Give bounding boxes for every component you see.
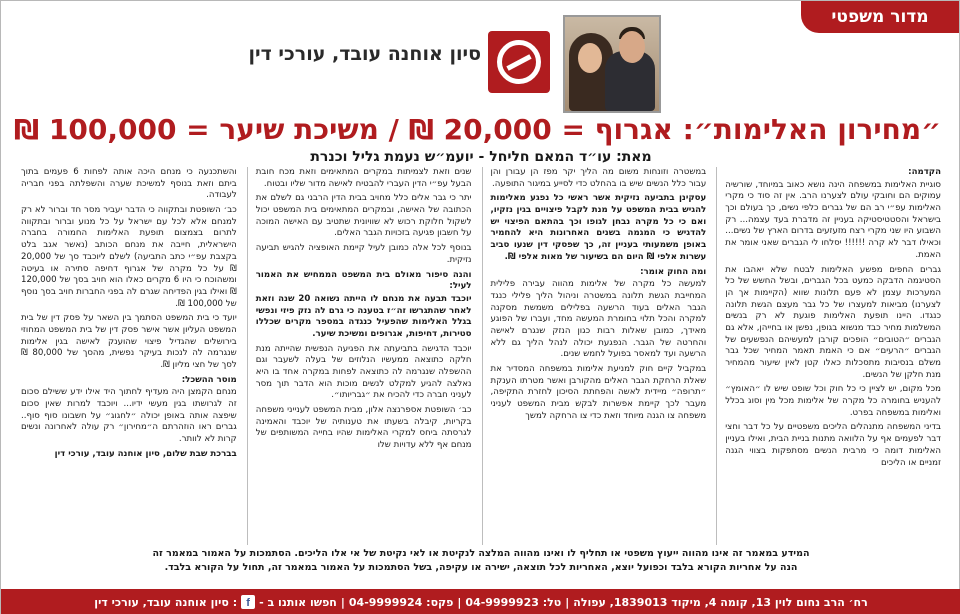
paragraph-text: יוכבד הדגישה בתביעתה את הפגיעה הנפשית שהייתה מנת חלקה כתוצאה ממעשיו הנלוזים של בעלה לשעבר וגם ההשפלה שנגרמה לה כתוצאה לפחות במקרה אחד בו היא נאלצה להגיע למקלט לנשים מוכות הוא הדבר תוך מסר לעניני חברה כדי להכיח את ״גבריותו״. [255, 343, 472, 401]
paragraph [491, 364, 707, 422]
article-column-4 [21, 167, 237, 545]
firm-name: סיון אוחנה עובד, עורכי דין [248, 43, 481, 65]
disclaimer-line: הנה על אחריות הקורא בלבד וכפועל יוצא, האחריות לכל תוצאה, ישירה או עקיפה, בשל הסתמכות על האמור במאמר זה, תחול על הקורא בלבד. [164, 561, 798, 573]
lawyers-photo [563, 15, 661, 113]
paragraph-text: שנים וזאת לצמיתות במקרים המתאימים וזאת מכח חובת הבעל עפ״י הדין העברי להבטיח לאישה מדור שליו ובטוח. [255, 167, 472, 189]
paragraph-text: בנוסף לכל אלה כמובן לעיל קיימת האופציה להגיש תביעה נזיקית. [255, 243, 472, 265]
paragraph-heading: מוסר ההשכל: [181, 374, 237, 385]
footer-separator: | [565, 595, 570, 609]
paragraph-text: והשתכנעה כי מנחם היכה אותה לפחות 6 פעמים בתוך ביתם וזאת בנוסף למשיכת שערה והשפלתה בפני חבריה לעבודה. [21, 167, 237, 201]
footer-bar [1, 589, 960, 614]
lawyer-face-right [619, 31, 645, 63]
paragraph-text: במשטרה וזונחות משום מה הליך יקר מפז הן עבורן והן עבור כלל הנשים שיש בו בהחלט כדי לסייע במיגור התופעה. [490, 167, 707, 189]
footer-firm-name: : סיון אוחנה עובד, עורכי דין [94, 595, 238, 609]
paragraph-text: מנחם הקמצן היה מעדיף לחתוך היד אילו ידע ששילם סכום זה לגרושתו בגין מעשי ידיו... ויוכבד למרות שאין סכום שיפצה אותה באופן יכולה ״לחגוג״ על חשבונו סוף סוף.. גברים ראו הוזהרתם ה״מחירון״ רק עולה לאחרונה ונשים קרות לא לוותר. [21, 387, 237, 445]
paragraph [725, 422, 941, 469]
paragraph-heading: והנה סיפור מאולם בית המשפט הממחיש את האמור לעיל: [255, 269, 472, 292]
paragraph-heading: הקדמה: [908, 167, 941, 177]
paragraph [491, 193, 707, 263]
paragraph-text-bold: עסקינן בתביעה נזיקית אשר ראשי כל נפגע מאלימות להגיש בבית המשפט על מנת לקבל פיצויים בגין נזקיו, ואם כי כל מקרה נבחן לגופו וכך בהתאם הפיצוי יש להדגיש כי המגמה בשנים האחרונות היא להחמיר באופן משמעותי בעניין זה, כך שפסקי דין שנעו סביב עשרות אלפי ₪ היום הם בשיעור של מאות אלפי ₪. [490, 193, 707, 262]
paragraph [256, 167, 472, 190]
paragraph-text: כב׳ השופטת אספרנצה אלון, מבית המשפט לענייני משפחה בקריות, קיבלה בשעתו את טענותיה של יוכבד והאמינה לגרסתה ביחס למקרי האלימות שהיו בחייה המשותפים של מנחם אף ללא עדויות שלו [255, 405, 472, 451]
paragraph-text: במקביל קיים חוק למניעת אלימות במשפחה המסדיר את שאלת הרחקת הגבר האלים מהקורבן ואשר מטרתו הענקת ״תרופה״ מיידית לאשה והפחתת הסיכון לחזרת התקיפה, מעבר לכך קיימת אפשרות לבקש מבית המשפט לעניני משפחה צו הגנה מיוחד וזאת כדי צו הרחקה למשך [490, 364, 707, 421]
paragraph [21, 167, 237, 202]
paragraph-text: גברים החפים מפשע האלימות לבטח שלא יאהבו את הסטיגמה הדבקה כמעט בכל הגברים, ובשל החשש של כל המערכות עצמן לא פעם תלונות שווא (הקיימות אך הן לצערנו) מביאות למעצרו של כל גבר מעצם הגשת תלונה כנגדו. היינו תופעת האלימות פוגעת לא רק בנשים המשלמות מחיר כבד מנשוא בגופן, נפשן או בחייהן, אלא גם הגברים ״הטובים״ הופכים קורבן למעשיהם הנפשעים של הגברים ״הרעים״ אם כי האמת תאמר המחיר שכל גבר משלם בנסיבות מתסכלות כאלו קטן לאין שיעור מהמחיר מנת חלקן של הנשים. [725, 264, 941, 380]
paragraph [725, 265, 941, 382]
signature-text: בברכת שבת שלום, סיון אוחנה עובד, עורכי דין [54, 448, 237, 459]
footer-address: רח׳ הרב נחום לוין 13, קומה 4, מיקוד 1839013, עפולה [573, 595, 868, 609]
paragraph [256, 344, 472, 402]
paragraph [491, 167, 707, 190]
paragraph [21, 205, 237, 310]
paragraph-text: יועד כי בית המשפט הסתמך בין השאר על פסק דין של בית המשפט העליון אשר אישר פסק דין של בית המשפט המחוזי בירושלים שהגדיל פיצוי שהוענק לאישה בגין אלימות שנגרמה לה לנכות בעיקר נפשית, מהסך של 80,000 ₪ לסך של חצי מליון ₪. [21, 313, 237, 370]
paragraph-text: למעשה כל מקרה של אלימות מהווה עבירה פלילית המחייבת הגשת תלונה במשטרה וניהול הליך פלילי כנגד הגבר האלים בעוד הרשעה בפלילים משמשת מסקנה למקרה והכל תלוי בחומרת המעשה מחד, ועברו של הפוגע מאידך, כמובן שאלות רבות כגון הנזק שנגרם לאישה והחרטה של הגבר. הנפגעת יכולה לנהל הליך גם ללא הרשעה ועד למאסר בפועל לחמש שנים. [490, 279, 707, 360]
section-tab: מדור משפטי [801, 1, 959, 33]
paragraph-text: יתר כי גבר אלים כלל מחויב בבית הדין הרבני גם לשלם את הכתובה של האישה, ובמקרים המתאימים בית המשפט יכול לשקול חלוקת רכוש לא שוויונית שתטיב עם האישה המוכה על חשבון פגיעה בזכויות הגבר האלים. [255, 193, 472, 239]
paragraph [491, 267, 707, 362]
article-column-1 [716, 167, 941, 545]
paragraph [21, 375, 237, 446]
lawyer-face-left [578, 43, 602, 73]
paragraph [256, 193, 472, 240]
paragraph-heading: ומה החוק אומר: [640, 266, 707, 277]
article-column-2 [482, 167, 707, 545]
paragraph [256, 270, 472, 341]
paragraph [725, 167, 941, 262]
paragraph-text: מכל מקום, יש לציין כי כל חוק וכל שופט שיש לו ״האומץ״ להעניש בחומרה כל מקרה של אלימות מכל מין וסוג בכלל ואלימות במשפחה בפרט. [725, 384, 941, 418]
paragraph [256, 243, 472, 266]
paragraph [725, 384, 941, 419]
facebook-icon[interactable]: f [241, 595, 255, 609]
paragraph [256, 405, 472, 452]
paragraph [21, 313, 237, 371]
paragraph-text: כב׳ השופטת ובתקווה כי הדבר יעביר מסר חד וברור לא רק למנחם אלא לכל עם ישראל על כל מנוע וברור ובתקווה לתרום בצמצום תופעת האלימות החמורה בחברה הישראלית, חייבה את מנחם הכותב (נאשר אגב בלט בקצבת עפ״י כתב התביעה) לשלם ליוכבד סך של 20,000 ₪ על כל מקרה של אגרוף דחיפה סתירה או בעיטה ומשהוכח כי היו 6 מקרים כאלו הוא חויב בסך של 120,000 ₪ ואילו בגין הפדיחה שגרם לה בפני החברות חויב בסך נוסף של 100,000 ₪. [21, 205, 237, 309]
paragraph-text: בדיני המשפחה מתנהלים הליכים משפטיים על כל דבר וחצי דבר לפעמים אף על הלוואה מתנות בניית הבית, ואילו בעניין האלימות דומה כי מרבית הנשים מסתפקות בצווי הגנה זמניים או הליכים [725, 422, 941, 468]
article-column-3 [247, 167, 472, 545]
disclaimer-line: המידע במאמר זה אינו מהווה ייעוץ משפטי או תחליף לו ואינו מהווה המלצה לנקיטת או לאי נקיטת של אי אלו הליכים. הסתמכות על האמור במאמר זה [152, 548, 810, 559]
footer-follow: חפשו אותנו ב - [259, 595, 337, 609]
headline: ״מחירון האלימות״: אגרוף = 20,000 ₪ / משיכת שיער = 100,000 ₪ [13, 113, 941, 146]
author-byline: מאת: עו״ד המאם חליחל - יועמ״ש נעמת גליל וכנרת [310, 149, 652, 165]
footer-separator: | [457, 595, 462, 609]
logo-ring [497, 40, 541, 84]
footer-phone: טל: 04-9999923 [465, 595, 562, 609]
signature [21, 449, 237, 461]
paragraph-text-bold: יוכבד תבעה את מנחם לו הייתה נשואה 20 שנה וזאת לאחר שהתגרשו זה״ז בטענה כי גרם לה נזק פיזי ונפשי בגלל האלימות שהפעיל כנגדה במספר מקרים שכללו סטירות, דחיפות, אגרופים ומשיכת שיער. [255, 293, 472, 339]
article-columns [21, 167, 941, 545]
paragraph-text: סוגיית האלימות במשפחה הינה נושא כאוב במיוחד, שורשיה עמוקים הם וחובקי עולם לצערנו הרב. אין זה סוד כי מקרי האלימות עפ״י רב הם של גברים כלפי נשים, כך בעולם וכך בישראל והסטטיסטיקה בעניין זה מדברת בעד עצמה... רק השבוע היו שני מקרי רצח מזעזעים בדרום הארץ של נשים... וכאילו דבר לא קרה !!!!!! יסלחו לי הגברים שאני אומר את האמת. [725, 179, 941, 260]
firm-logo-icon [488, 31, 550, 93]
footer-fax: פקס: 04-9999924 [348, 595, 454, 609]
disclaimer [21, 547, 941, 575]
footer-separator: | [340, 595, 345, 609]
